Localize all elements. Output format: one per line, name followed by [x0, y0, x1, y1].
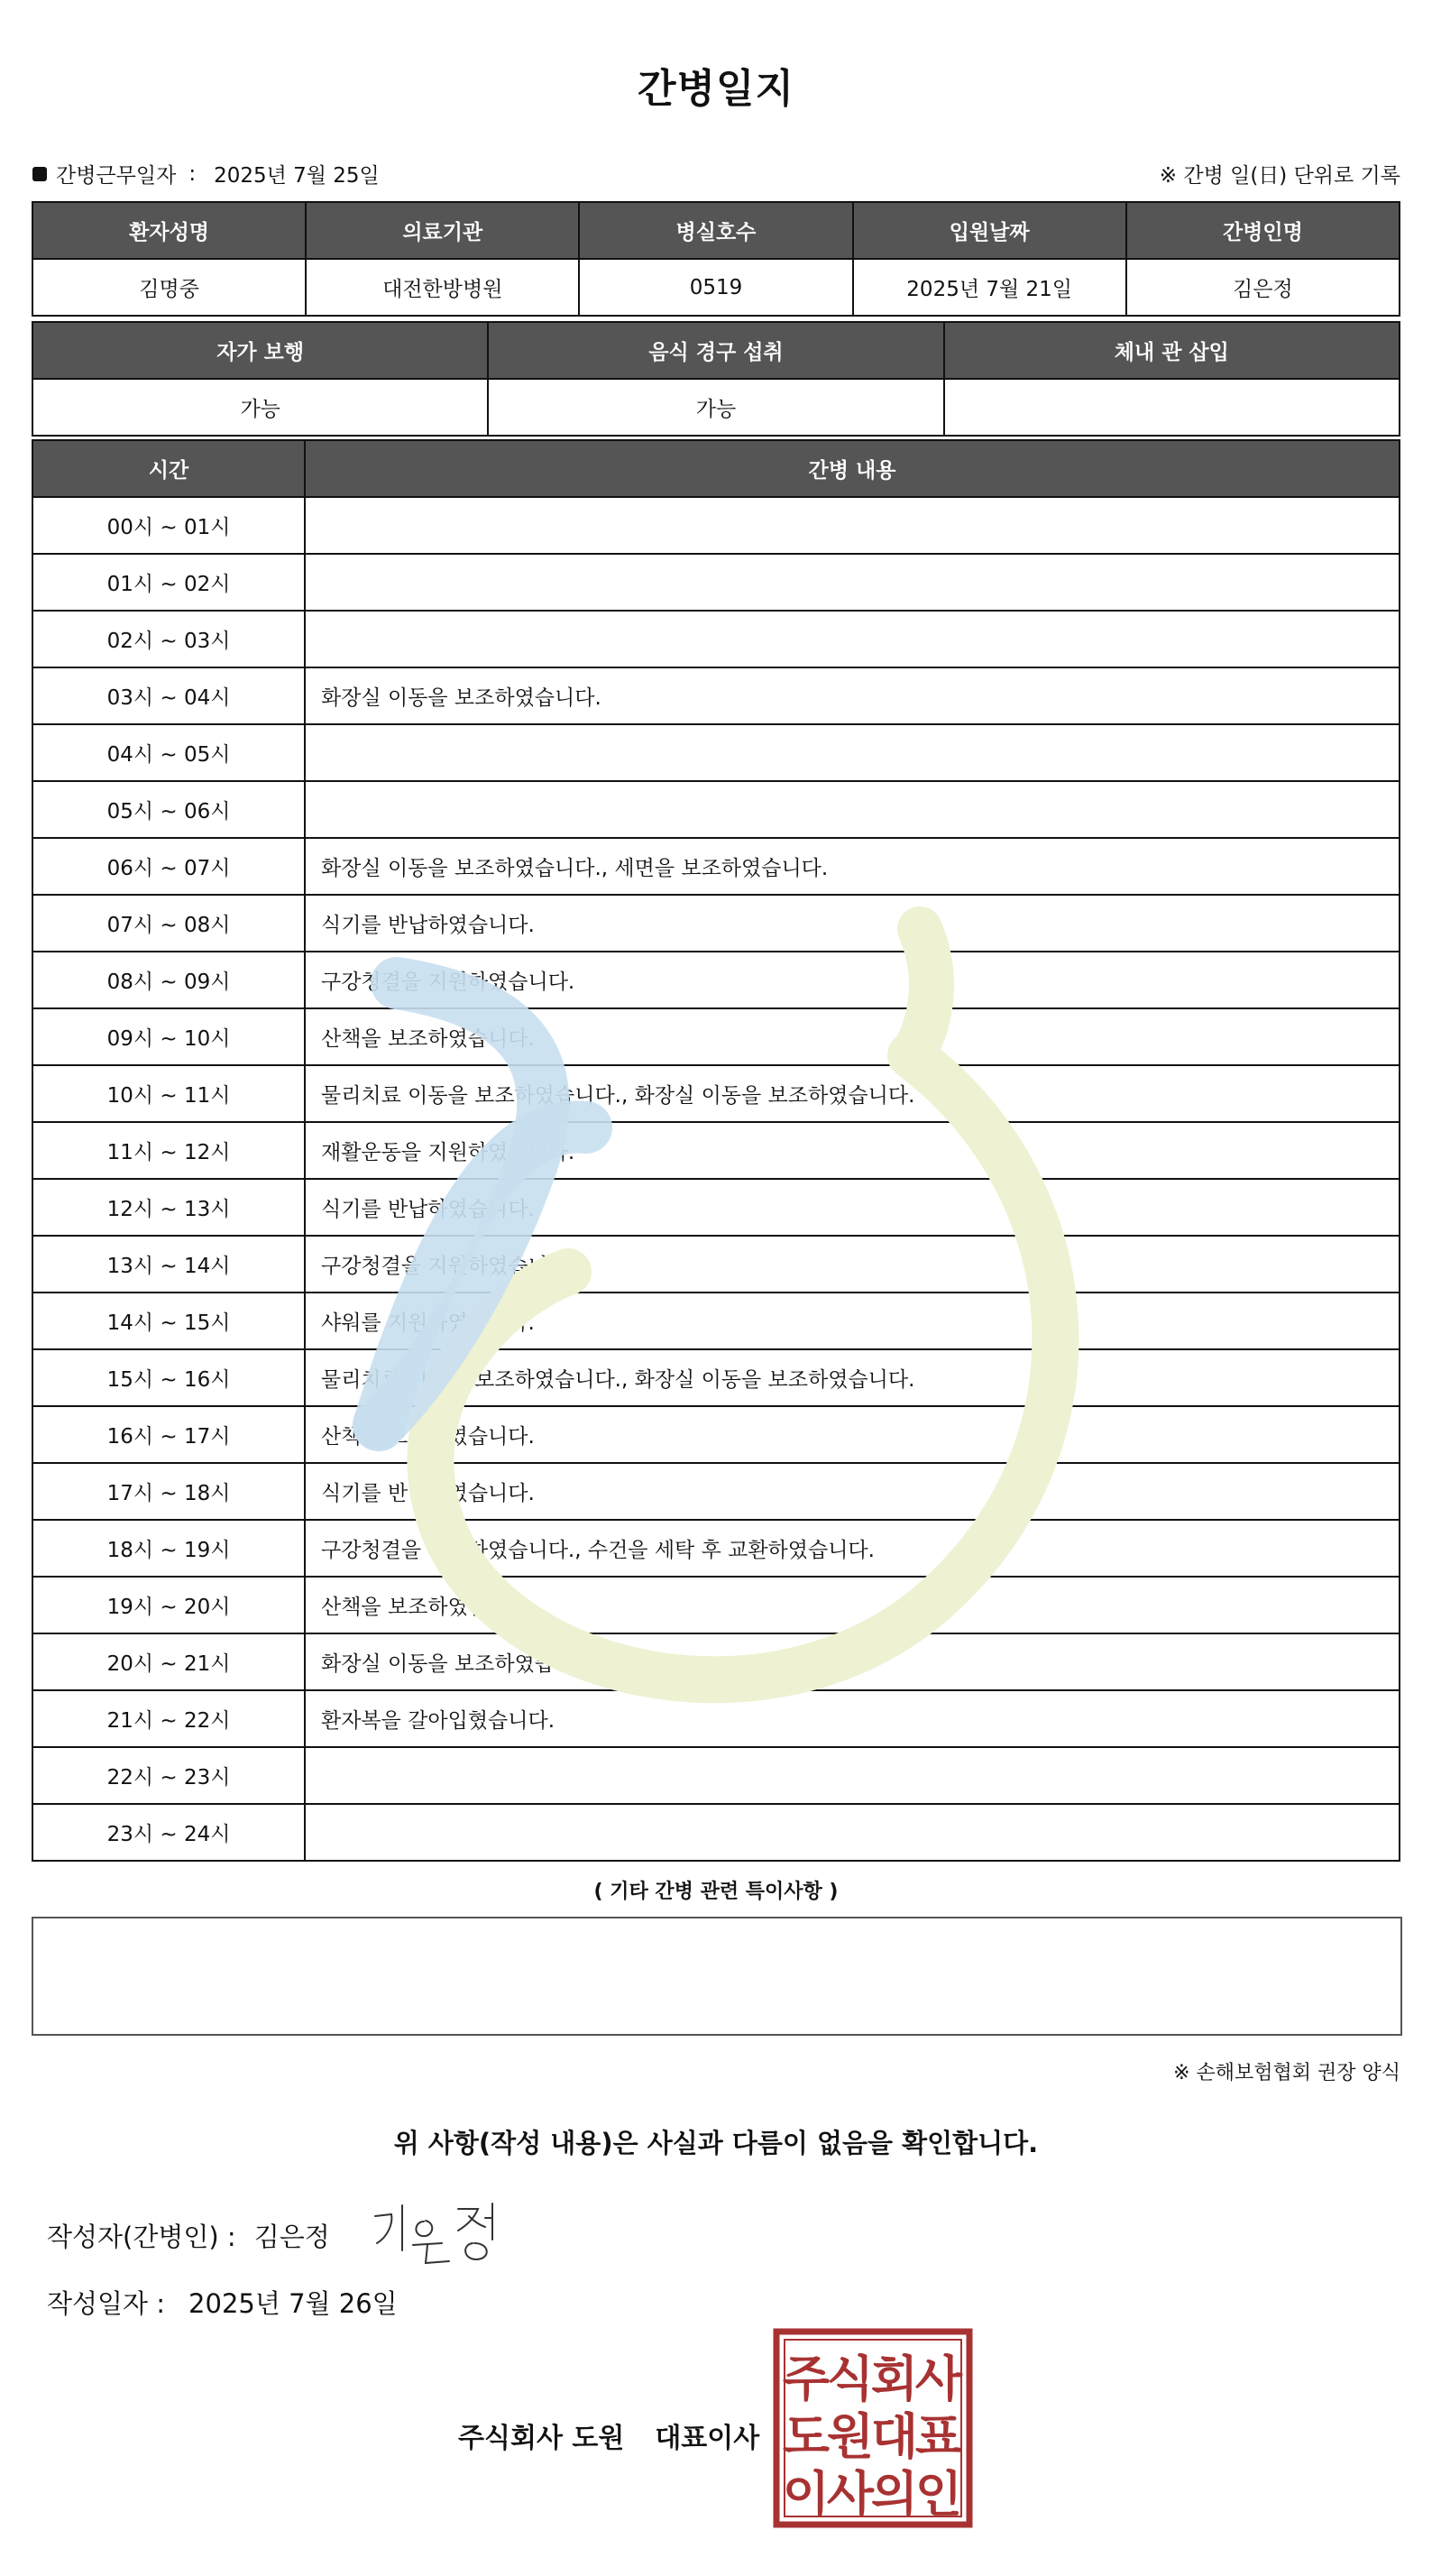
care-log-time: 08시 ~ 09시 — [32, 952, 305, 1008]
seal-character: 대 — [870, 2408, 919, 2465]
care-log-row — [32, 1804, 1400, 1861]
header-patient-name: 환자성명 — [32, 202, 306, 259]
confirmation-statement: 위 사항(작성 내용)은 사실과 다름이 없음을 확인합니다. — [393, 2128, 1039, 2158]
care-log-time: 01시 ~ 02시 — [32, 554, 305, 611]
writer-name: 김은정 — [253, 2222, 330, 2252]
care-log-content: 물리치료 이동을 보조하였습니다., 화장실 이동을 보조하였습니다. — [305, 1349, 1400, 1406]
care-log-row — [32, 724, 1400, 781]
care-log-time: 22시 ~ 23시 — [32, 1747, 305, 1804]
header-oral-intake: 음식 경구 섭취 — [488, 322, 943, 379]
care-log-content: 환자복을 갈아입혔습니다. — [305, 1690, 1400, 1747]
care-log-time: 00시 ~ 01시 — [32, 497, 305, 554]
seal-character: 회 — [870, 2351, 919, 2407]
care-log-content: 구강청결을 지원하였습니다. — [305, 1236, 1400, 1293]
care-log-content: 산책을 보조하였습니다. — [305, 1406, 1400, 1463]
care-log-content — [305, 611, 1400, 667]
care-log-time: 07시 ~ 08시 — [32, 895, 305, 952]
status-header-row — [32, 322, 1400, 379]
header-hospital: 의료기관 — [306, 202, 579, 259]
care-log-time: 21시 ~ 22시 — [32, 1690, 305, 1747]
care-log-time: 16시 ~ 17시 — [32, 1406, 305, 1463]
writer-label: 작성자(간병인) : — [47, 2222, 236, 2252]
care-log-time: 19시 ~ 20시 — [32, 1577, 305, 1633]
seal-character: 원 — [826, 2408, 875, 2465]
care-log-row — [32, 667, 1400, 724]
care-log-table — [32, 439, 1400, 1862]
care-log-time: 05시 ~ 06시 — [32, 781, 305, 838]
tube-insertion-value — [944, 379, 1400, 436]
care-log-time: 03시 ~ 04시 — [32, 667, 305, 724]
care-log-row — [32, 895, 1400, 952]
care-log-row — [32, 1690, 1400, 1747]
special-notes-box — [32, 1917, 1402, 2036]
work-date-line — [32, 159, 380, 189]
care-log-content — [305, 497, 1400, 554]
care-log-content: 재활운동을 지원하였습니다. — [305, 1122, 1400, 1179]
patient-info-value-row — [32, 259, 1400, 316]
header-room-number: 병실호수 — [579, 202, 852, 259]
patient-info-table — [32, 201, 1400, 317]
care-log-content: 샤워를 지원하였습니다. — [305, 1293, 1400, 1349]
care-log-time: 09시 ~ 10시 — [32, 1008, 305, 1065]
care-log-time: 11시 ~ 12시 — [32, 1122, 305, 1179]
admission-date-value: 2025년 7월 21일 — [853, 259, 1126, 316]
caregiver-name-value: 김은정 — [1126, 259, 1400, 316]
status-value-row — [32, 379, 1400, 436]
special-notes-title: ( 기타 간병 관련 특이사항 ) — [593, 1881, 839, 1903]
care-log-time: 13시 ~ 14시 — [32, 1236, 305, 1293]
status-info-table — [32, 321, 1400, 437]
self-walking-value: 가능 — [32, 379, 488, 436]
care-log-row — [32, 611, 1400, 667]
care-log-time: 15시 ~ 16시 — [32, 1349, 305, 1406]
page-title: 간병일지 — [637, 66, 794, 112]
header-admission-date: 입원날짜 — [853, 202, 1126, 259]
care-log-content: 산책을 보조하였습니다. — [305, 1008, 1400, 1065]
care-log-content: 물리치료 이동을 보조하였습니다., 화장실 이동을 보조하였습니다. — [305, 1065, 1400, 1122]
work-date-separator: : — [188, 161, 197, 186]
care-log-row — [32, 1065, 1400, 1122]
company-seal-stamp — [772, 2327, 974, 2529]
company-line — [458, 2415, 759, 2455]
care-log-content — [305, 781, 1400, 838]
care-log-row — [32, 1463, 1400, 1520]
care-log-time: 12시 ~ 13시 — [32, 1179, 305, 1236]
care-log-content — [305, 554, 1400, 611]
patient-name-value: 김명중 — [32, 259, 306, 316]
patient-info-header-row — [32, 202, 1400, 259]
care-log-row — [32, 1747, 1400, 1804]
header-tube-insertion: 체내 관 삽입 — [944, 322, 1400, 379]
written-date-label: 작성일자 : — [47, 2288, 166, 2319]
care-log-row — [32, 1293, 1400, 1349]
care-log-content — [305, 1804, 1400, 1861]
work-date-label: 간병근무일자 — [56, 164, 177, 188]
care-log-row — [32, 497, 1400, 554]
care-log-row — [32, 1520, 1400, 1577]
form-source-footnote: ※ 손해보험협회 권장 양식 — [1173, 2062, 1400, 2084]
care-log-time: 18시 ~ 19시 — [32, 1520, 305, 1577]
header-caregiver-name: 간병인명 — [1126, 202, 1400, 259]
care-log-row — [32, 1349, 1400, 1406]
care-log-content: 산책을 보조하였습니다. — [305, 1577, 1400, 1633]
care-log-content: 구강청결을 지원하였습니다. — [305, 952, 1400, 1008]
care-log-content — [305, 1747, 1400, 1804]
header-time: 시간 — [32, 440, 305, 497]
care-log-content: 화장실 이동을 보조하였습니다. — [305, 667, 1400, 724]
care-log-row — [32, 1122, 1400, 1179]
care-log-time: 23시 ~ 24시 — [32, 1804, 305, 1861]
care-log-time: 04시 ~ 05시 — [32, 724, 305, 781]
seal-character: 의 — [870, 2466, 919, 2523]
care-log-row — [32, 838, 1400, 895]
header-care-content: 간병 내용 — [305, 440, 1400, 497]
seal-character: 이 — [782, 2466, 831, 2523]
care-log-row — [32, 554, 1400, 611]
care-log-row — [32, 1406, 1400, 1463]
written-date-line — [47, 2284, 398, 2321]
care-log-time: 10시 ~ 11시 — [32, 1065, 305, 1122]
care-log-row — [32, 1179, 1400, 1236]
seal-character: 주 — [782, 2351, 831, 2407]
seal-character: 사 — [826, 2466, 875, 2523]
seal-character: 식 — [826, 2351, 875, 2407]
care-log-content: 식기를 반납하였습니다. — [305, 1179, 1400, 1236]
care-log-time: 06시 ~ 07시 — [32, 838, 305, 895]
care-log-header-row — [32, 440, 1400, 497]
care-log-row — [32, 781, 1400, 838]
care-log-row — [32, 1236, 1400, 1293]
bullet-square-icon — [32, 167, 47, 181]
oral-intake-value: 가능 — [488, 379, 943, 436]
care-log-content: 식기를 반납하였습니다. — [305, 1463, 1400, 1520]
hospital-value: 대전한방병원 — [306, 259, 579, 316]
care-log-content: 화장실 이동을 보조하였습니다., 세면을 보조하였습니다. — [305, 838, 1400, 895]
care-log-content: 화장실 이동을 보조하였습니다. — [305, 1633, 1400, 1690]
care-log-time: 02시 ~ 03시 — [32, 611, 305, 667]
seal-character: 인 — [914, 2466, 963, 2523]
seal-character: 도 — [782, 2408, 831, 2465]
seal-character: 사 — [914, 2351, 963, 2407]
care-log-content — [305, 724, 1400, 781]
care-log-time: 14시 ~ 15시 — [32, 1293, 305, 1349]
care-log-row — [32, 1577, 1400, 1633]
care-log-content: 구강청결을 지원하였습니다., 수건을 세탁 후 교환하였습니다. — [305, 1520, 1400, 1577]
written-date-value: 2025년 7월 26일 — [188, 2288, 398, 2319]
care-log-row — [32, 952, 1400, 1008]
writer-line — [47, 2217, 330, 2254]
care-log-body — [32, 497, 1400, 1861]
record-unit-note: ※ 간병 일(日) 단위로 기록 — [1159, 164, 1400, 188]
care-log-row — [32, 1633, 1400, 1690]
seal-character: 표 — [914, 2408, 963, 2465]
work-date-value: 2025년 7월 25일 — [214, 164, 380, 188]
header-self-walking: 자가 보행 — [32, 322, 488, 379]
care-log-row — [32, 1008, 1400, 1065]
handwritten-signature — [368, 2196, 521, 2268]
care-log-content: 식기를 반납하였습니다. — [305, 895, 1400, 952]
company-role: 대표이사 — [655, 2423, 760, 2454]
room-number-value: 0519 — [579, 259, 852, 316]
company-name: 주식회사 도원 — [458, 2423, 625, 2454]
care-log-time: 17시 ~ 18시 — [32, 1463, 305, 1520]
care-log-time: 20시 ~ 21시 — [32, 1633, 305, 1690]
